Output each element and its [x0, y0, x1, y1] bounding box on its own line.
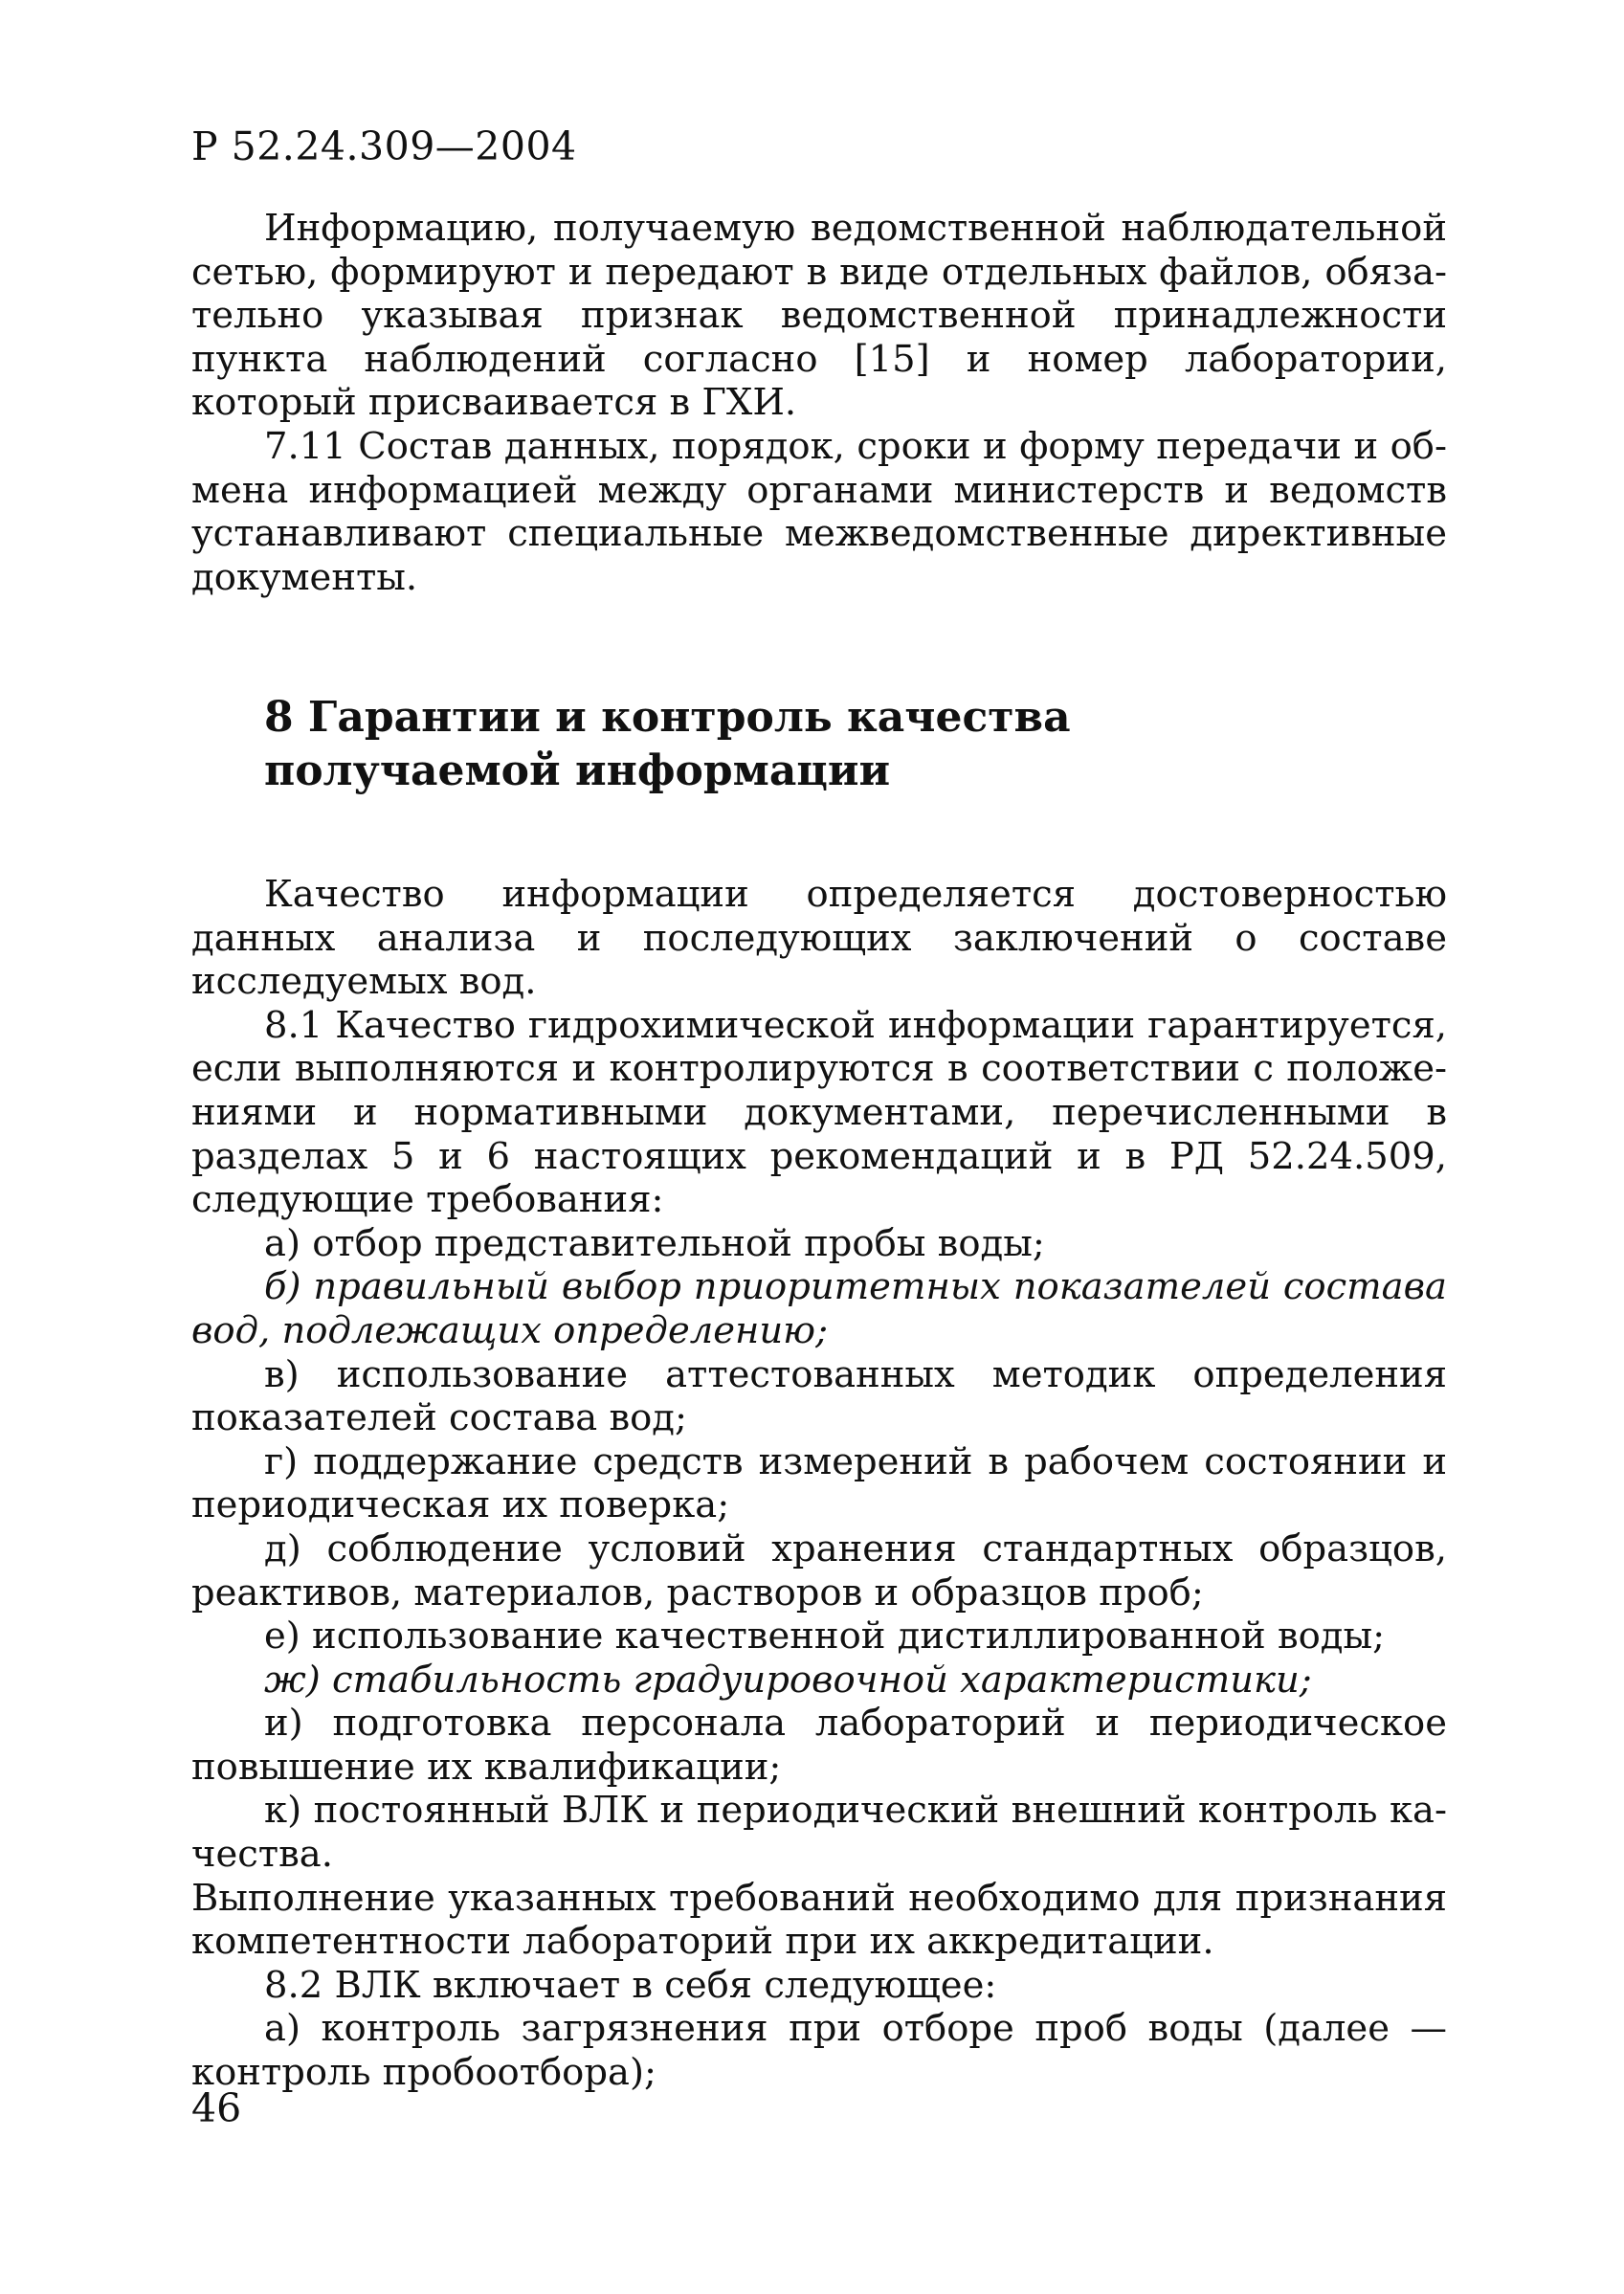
requirements-conclusion: Выполнение указанных требований необходимо для признания компетентности лабораторий при их аккредитации.: [191, 1876, 1447, 1964]
intro-section: [191, 207, 1447, 599]
intro-paragraph: Информацию, получаемую ведомственной наблюдательной сетью, формируют и передают в виде отдельных файлов, обязательно указывая признак ведомственной принадлежности пункта наблюдений согласно [15] и номер лаборатории, который присваивается в ГХИ.: [191, 207, 1447, 425]
section-8-body: [191, 873, 1447, 2095]
requirement-item: а) отбор представительной пробы воды;: [264, 1221, 1045, 1265]
clause-7-11: 7.11 Состав данных, порядок, сроки и форму передачи и обмена информацией между органами министерств и ведомств устанавливают специальные межведомственные директивные документы.: [191, 424, 1447, 599]
requirement-item: е) использование качественной дистиллированной воды;: [264, 1615, 1386, 1659]
requirement-item: д) соблюдение условий хранения стандартных образцов, реактивов, материалов, растворов и образцов проб;: [191, 1526, 1447, 1615]
clause-8-2: 8.2 ВЛК включает в себя следующее:: [264, 1963, 997, 2007]
section-8-heading: [264, 691, 1317, 798]
requirement-item: б) правильный выбор приоритетных показателей состава вод, подлежащих определению;: [191, 1265, 1447, 1352]
document-code: Р 52.24.309—2004: [191, 123, 577, 169]
section-8-heading-line2: получаемой информации: [264, 746, 891, 795]
requirement-item: в) использование аттестованных методик определения показателей состава вод;: [191, 1352, 1447, 1440]
vlk-item: а) контроль загрязнения при отборе проб воды (далее — контроль пробоотбора);: [191, 2007, 1447, 2095]
section-8-heading-line1: 8 Гарантии и контроль качества: [264, 693, 1071, 742]
requirement-item: и) подготовка персонала лабораторий и периодическое повышение их квалификации;: [191, 1702, 1447, 1789]
section-8-intro: Качество информации определяется достоверностью данных анализа и последующих заключений о составе исследуемых вод.: [191, 873, 1447, 1004]
requirement-item: к) постоянный ВЛК и периодический внешний контроль качества.: [191, 1789, 1447, 1877]
clause-8-1: 8.1 Качество гидрохимической информации гарантируется, если выполняются и контролируются в соответствии с положениями и нормативными документами, перечисленными в разделах 5 и 6 настоящих рекомендаций и в РД 52.24.509, следующие требования:: [191, 1003, 1447, 1222]
requirement-item: ж) стабильность градуировочной характеристики;: [264, 1658, 1312, 1702]
page-number: 46: [191, 2085, 242, 2131]
requirement-item: г) поддержание средств измерений в рабочем состоянии и периодическая их поверка;: [191, 1439, 1447, 1527]
